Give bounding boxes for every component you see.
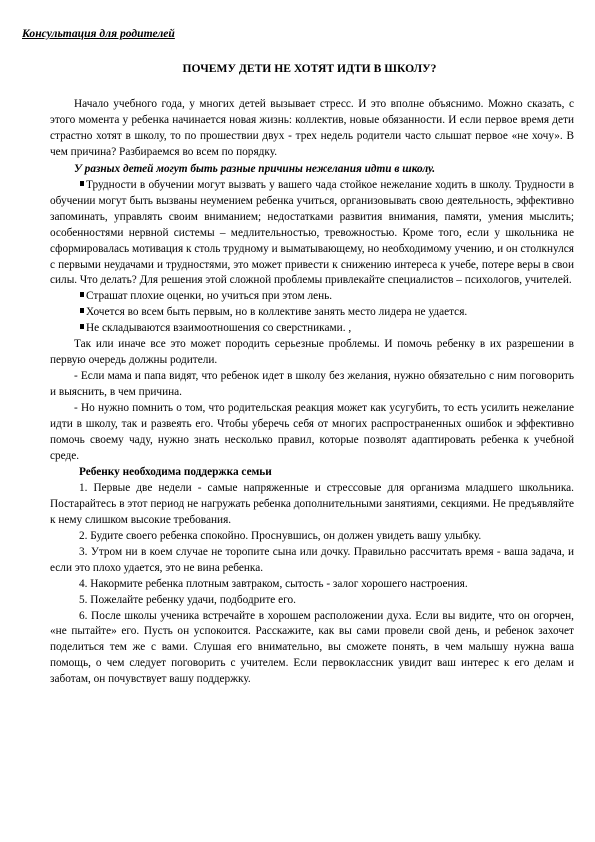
consultation-label: Консультация для родителей (22, 27, 175, 40)
list-item: 5. Пожелайте ребенку удачи, подбодрите его. (79, 593, 296, 606)
list-item: 2. Будите своего ребенка спокойно. Проснувшись, он должен увидеть вашу улыбку. (79, 529, 482, 542)
body-paragraph: - Если мама и папа видят, что ребенок идет в школу без желания, нужно обязательно с ним поговорить и выяснить, в чем причина. (50, 370, 574, 399)
list-item: 6. После школы ученика встречайте в хорошем расположении духа. Если вы видите, что он огорчен, «не пытайте» его. Пусть он успокоится. Расскажите, как вы сами провели свой день, и ребенок захочет поделиться тем же с вами. Слушая его внимательно, вы сможете понять, в чем малышу нужна ваша помощь, о чем следует поговорить с учителем. Если первоклассник увидит ваш интерес к его делам и заботам, он почувствует вашу поддержку. (50, 609, 574, 686)
list-item: 4. Накормите ребенка плотным завтраком, сытость - залог хорошего настроения. (79, 577, 468, 590)
document-body (50, 97, 574, 688)
bullet-item (50, 305, 574, 321)
list-item: 1. Первые две недели - самые напряженные и стрессовые для организма младшего школьника. Постарайтесь в этот период не нагружать ребенка дополнительными занятиями, секциями. Не предъявляйте к нему слишком высокие требования. (50, 481, 574, 526)
square-bullet-icon (80, 308, 84, 313)
intro-paragraph: Начало учебного года, у многих детей вызывает стресс. И это вполне объяснимо. Можно сказать, с этого момента у ребенка начинается новая жизнь: коллектив, новые обязанности. И если первое время дети страстно хотят в школу, то по прошествии двух - трех недель родители часто слышат первое «не хочу». В чем причина? Разбираемся во всем по порядку. (50, 98, 574, 158)
square-bullet-icon (80, 292, 84, 297)
bullet-text: Страшат плохие оценки, но учиться при этом лень. (86, 290, 333, 303)
body-paragraph: - Но нужно помнить о том, что родительская реакция может как усугубить, то есть усилить нежелание идти в школу, так и развеять его. Чтобы уберечь себя от многих распространенных ошибок и эффективно помочь своему чаду, нужно знать несколько правил, которые позволят адаптировать ребенка к учебной среде. (50, 402, 574, 462)
causes-subtitle: У разных детей могут быть разные причины нежелания идти в школу. (74, 162, 436, 175)
support-heading: Ребенку необходима поддержка семьи (79, 465, 272, 478)
square-bullet-icon (80, 324, 84, 329)
square-bullet-icon (80, 181, 84, 186)
bullet-text: Хочется во всем быть первым, но в коллективе занять место лидера не удается. (86, 306, 468, 319)
page-title: ПОЧЕМУ ДЕТИ НЕ ХОТЯТ ИДТИ В ШКОЛУ? (182, 62, 437, 75)
bullet-item (50, 321, 574, 337)
bullet-item (50, 289, 574, 305)
bullet-item (50, 178, 574, 290)
list-item: 3. Утром ни в коем случае не торопите сына или дочку. Правильно рассчитать время - ваша задача, и если это плохо удается, это не вина ребенка. (50, 545, 574, 574)
bullet-text: Трудности в обучении могут вызвать у вашего чада стойкое нежелание ходить в школу. Трудности в обучении могут быть вызваны неумением ребенка учиться, организовывать свою деятельность, эффективно запоминать, управлять своим вниманием; недостатками развития внимания, памяти, умения мыслить; особенностями нервной системы – медлительностью, тревожностью. Кроме того, если у школьника не сформировалась мотивация к столь трудному и выматывающему, но необходимому учению, и он столкнулся с первыми неудачами и трудностями, это может привести к снижению интереса к учебе, потере веры в свои силы. Что делать? Для решения этой сложной проблемы привлекайте специалистов – психологов, учителей. (50, 178, 574, 287)
body-paragraph: Так или иначе все это может породить серьезные проблемы. И помочь ребенку в их разрешении в первую очередь должны родители. (50, 338, 574, 367)
bullet-text: Не складываются взаимоотношения со сверстниками. , (86, 322, 352, 335)
